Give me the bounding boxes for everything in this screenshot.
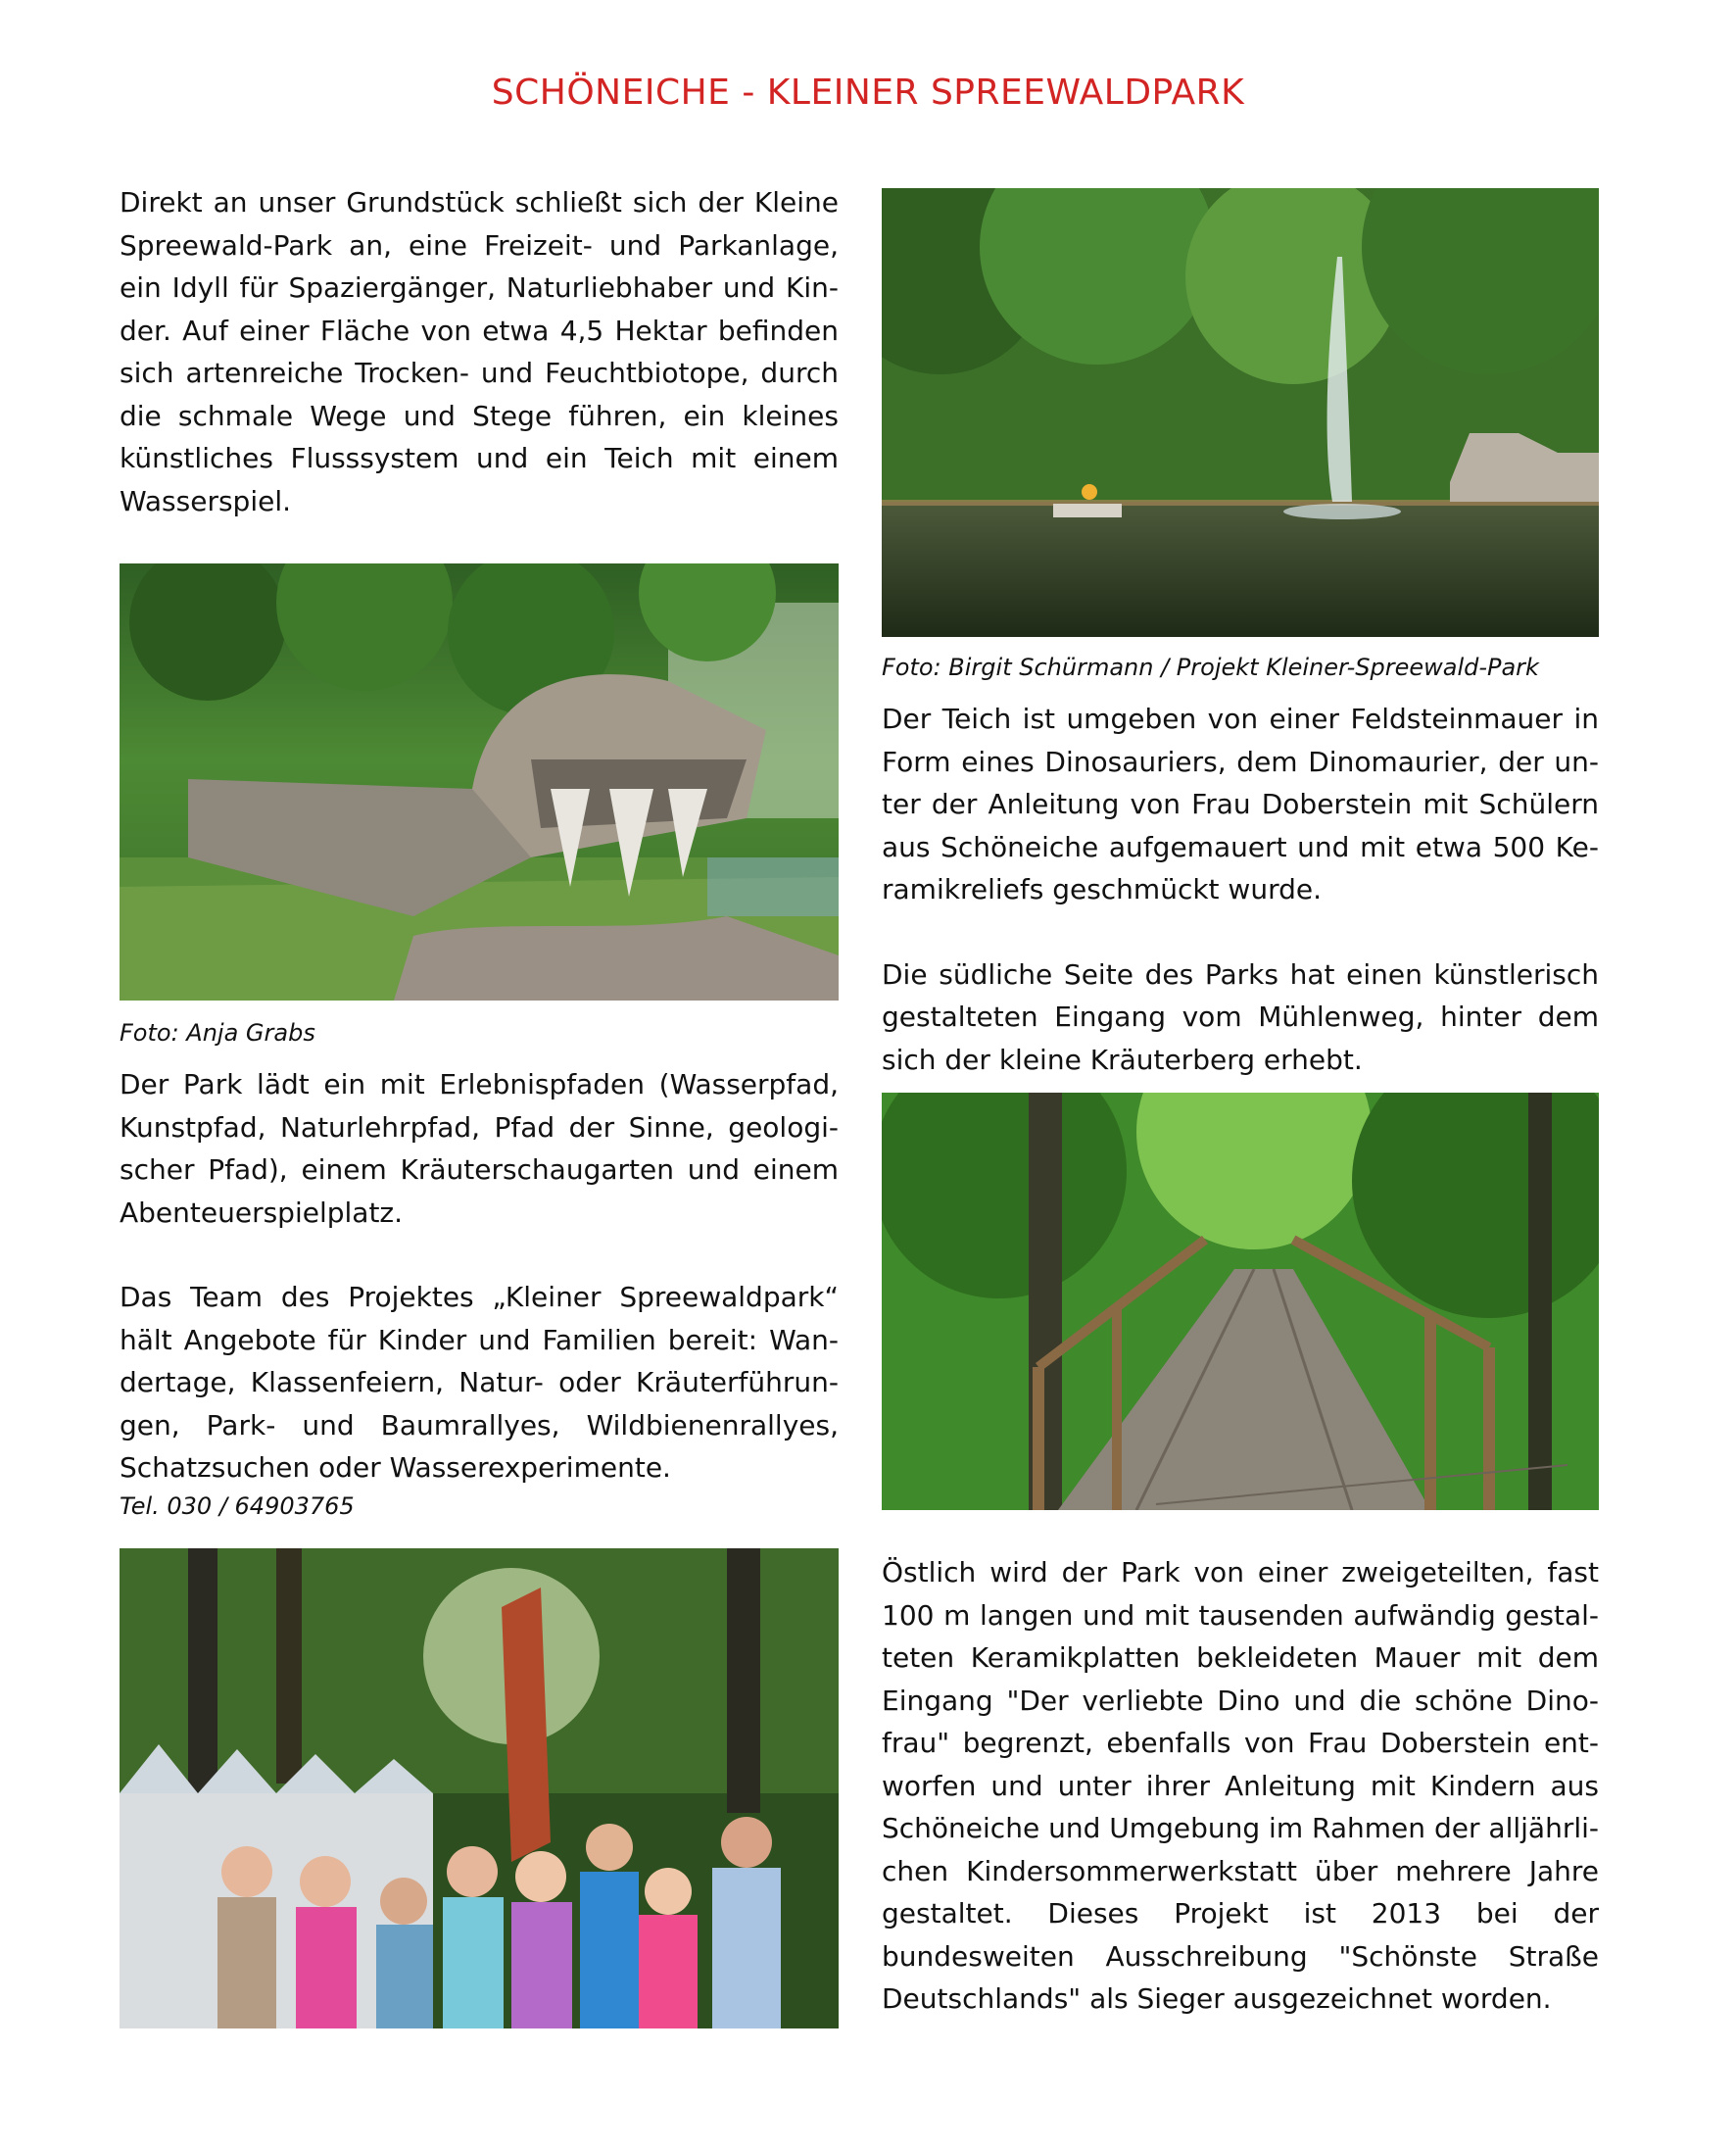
photo1-caption: Foto: Anja Grabs bbox=[120, 1019, 315, 1047]
boardwalk-photo bbox=[882, 1093, 1599, 1510]
phone-number: Tel. 030 / 64903765 bbox=[120, 1491, 355, 1520]
wall-paragraph: Östlich wird der Park von einer zweigeteilten, fast 100 m langen und mit tausenden aufwändig gestalteten Keramikplatten bekleideten Mauer mit dem Eingang "Der verliebte Dino und die schöne Dinofrau" begrenzt, ebenfalls von Frau Doberstein entworfen und unter ihrer Anleitung mit Kindern aus Schöneiche und Umgebung im Rahmen der alljährlichen Kindersommerwerkstatt über mehrere Jahre gestaltet. Dieses Projekt ist 2013 bei der bundesweiten Ausschreibung "Schönste Straße Deutschlands" als Sieger ausgezeichnet worden. bbox=[882, 1556, 1599, 2015]
children-group-photo bbox=[120, 1548, 839, 2028]
boardwalk-image bbox=[882, 1093, 1599, 1510]
pond-fountain-photo bbox=[882, 188, 1599, 637]
right-column bbox=[882, 188, 1599, 2021]
team-offer-paragraph: Das Team des Projektes „Kleiner Spreewaldpark“ hält Angebote für Kinder und Familien bereit: Wandertage, Klassenfeiern, Natur- oder Kräuterführungen, Park- und Baumrallyes, Wildbienenrallyes, Schatzsuchen oder Wasserexperimente. bbox=[120, 1281, 839, 1484]
pond-paragraph: Der Teich ist umgeben von einer Feldsteinmauer in Form eines Dinosauriers, dem Dinomaurier, der unter der Anleitung von Frau Doberstein mit Schülern aus Schöneiche aufgemauert und mit etwa 500 Keramikreliefs geschmückt wurde. bbox=[882, 703, 1599, 905]
intro-paragraph: Direkt an unser Grundstück schließt sich der Kleine Spreewald-Park an, eine Freizeit- und Parkanlage, ein Idyll für Spaziergänger, Naturliebhaber und Kinder. Auf einer Fläche von etwa 4,5 Hektar befinden sich artenreiche Trocken- und Feuchtbiotope, durch die schmale Wege und Stege führen, ein kleines künstliches Flusssystem und ein Teich mit einem Wasserspiel. bbox=[120, 186, 839, 517]
dinosaur-wall-image bbox=[120, 563, 839, 1001]
photo2-caption: Foto: Birgit Schürmann / Projekt Kleiner-Spreewald-Park bbox=[882, 654, 1539, 681]
page-title: SCHÖNEICHE - KLEINER SPREEWALDPARK bbox=[491, 73, 1245, 113]
children-group-image bbox=[120, 1548, 839, 2028]
park-paths-paragraph: Der Park lädt ein mit Erlebnispfaden (Wasserpfad, Kunstpfad, Naturlehrpfad, Pfad der Sinne, geologischer Pfad), einem Kräuterschaugarten und einem Abenteuerspielplatz. bbox=[120, 1068, 839, 1229]
dinosaur-wall-photo bbox=[120, 563, 839, 1001]
entrance-paragraph: Die südliche Seite des Parks hat einen künstlerisch gestalteten Eingang vom Mühlenweg, hinter dem sich der kleine Kräuterberg erhebt. bbox=[882, 957, 1599, 1076]
pond-fountain-image bbox=[882, 188, 1599, 637]
left-column bbox=[120, 181, 839, 2028]
